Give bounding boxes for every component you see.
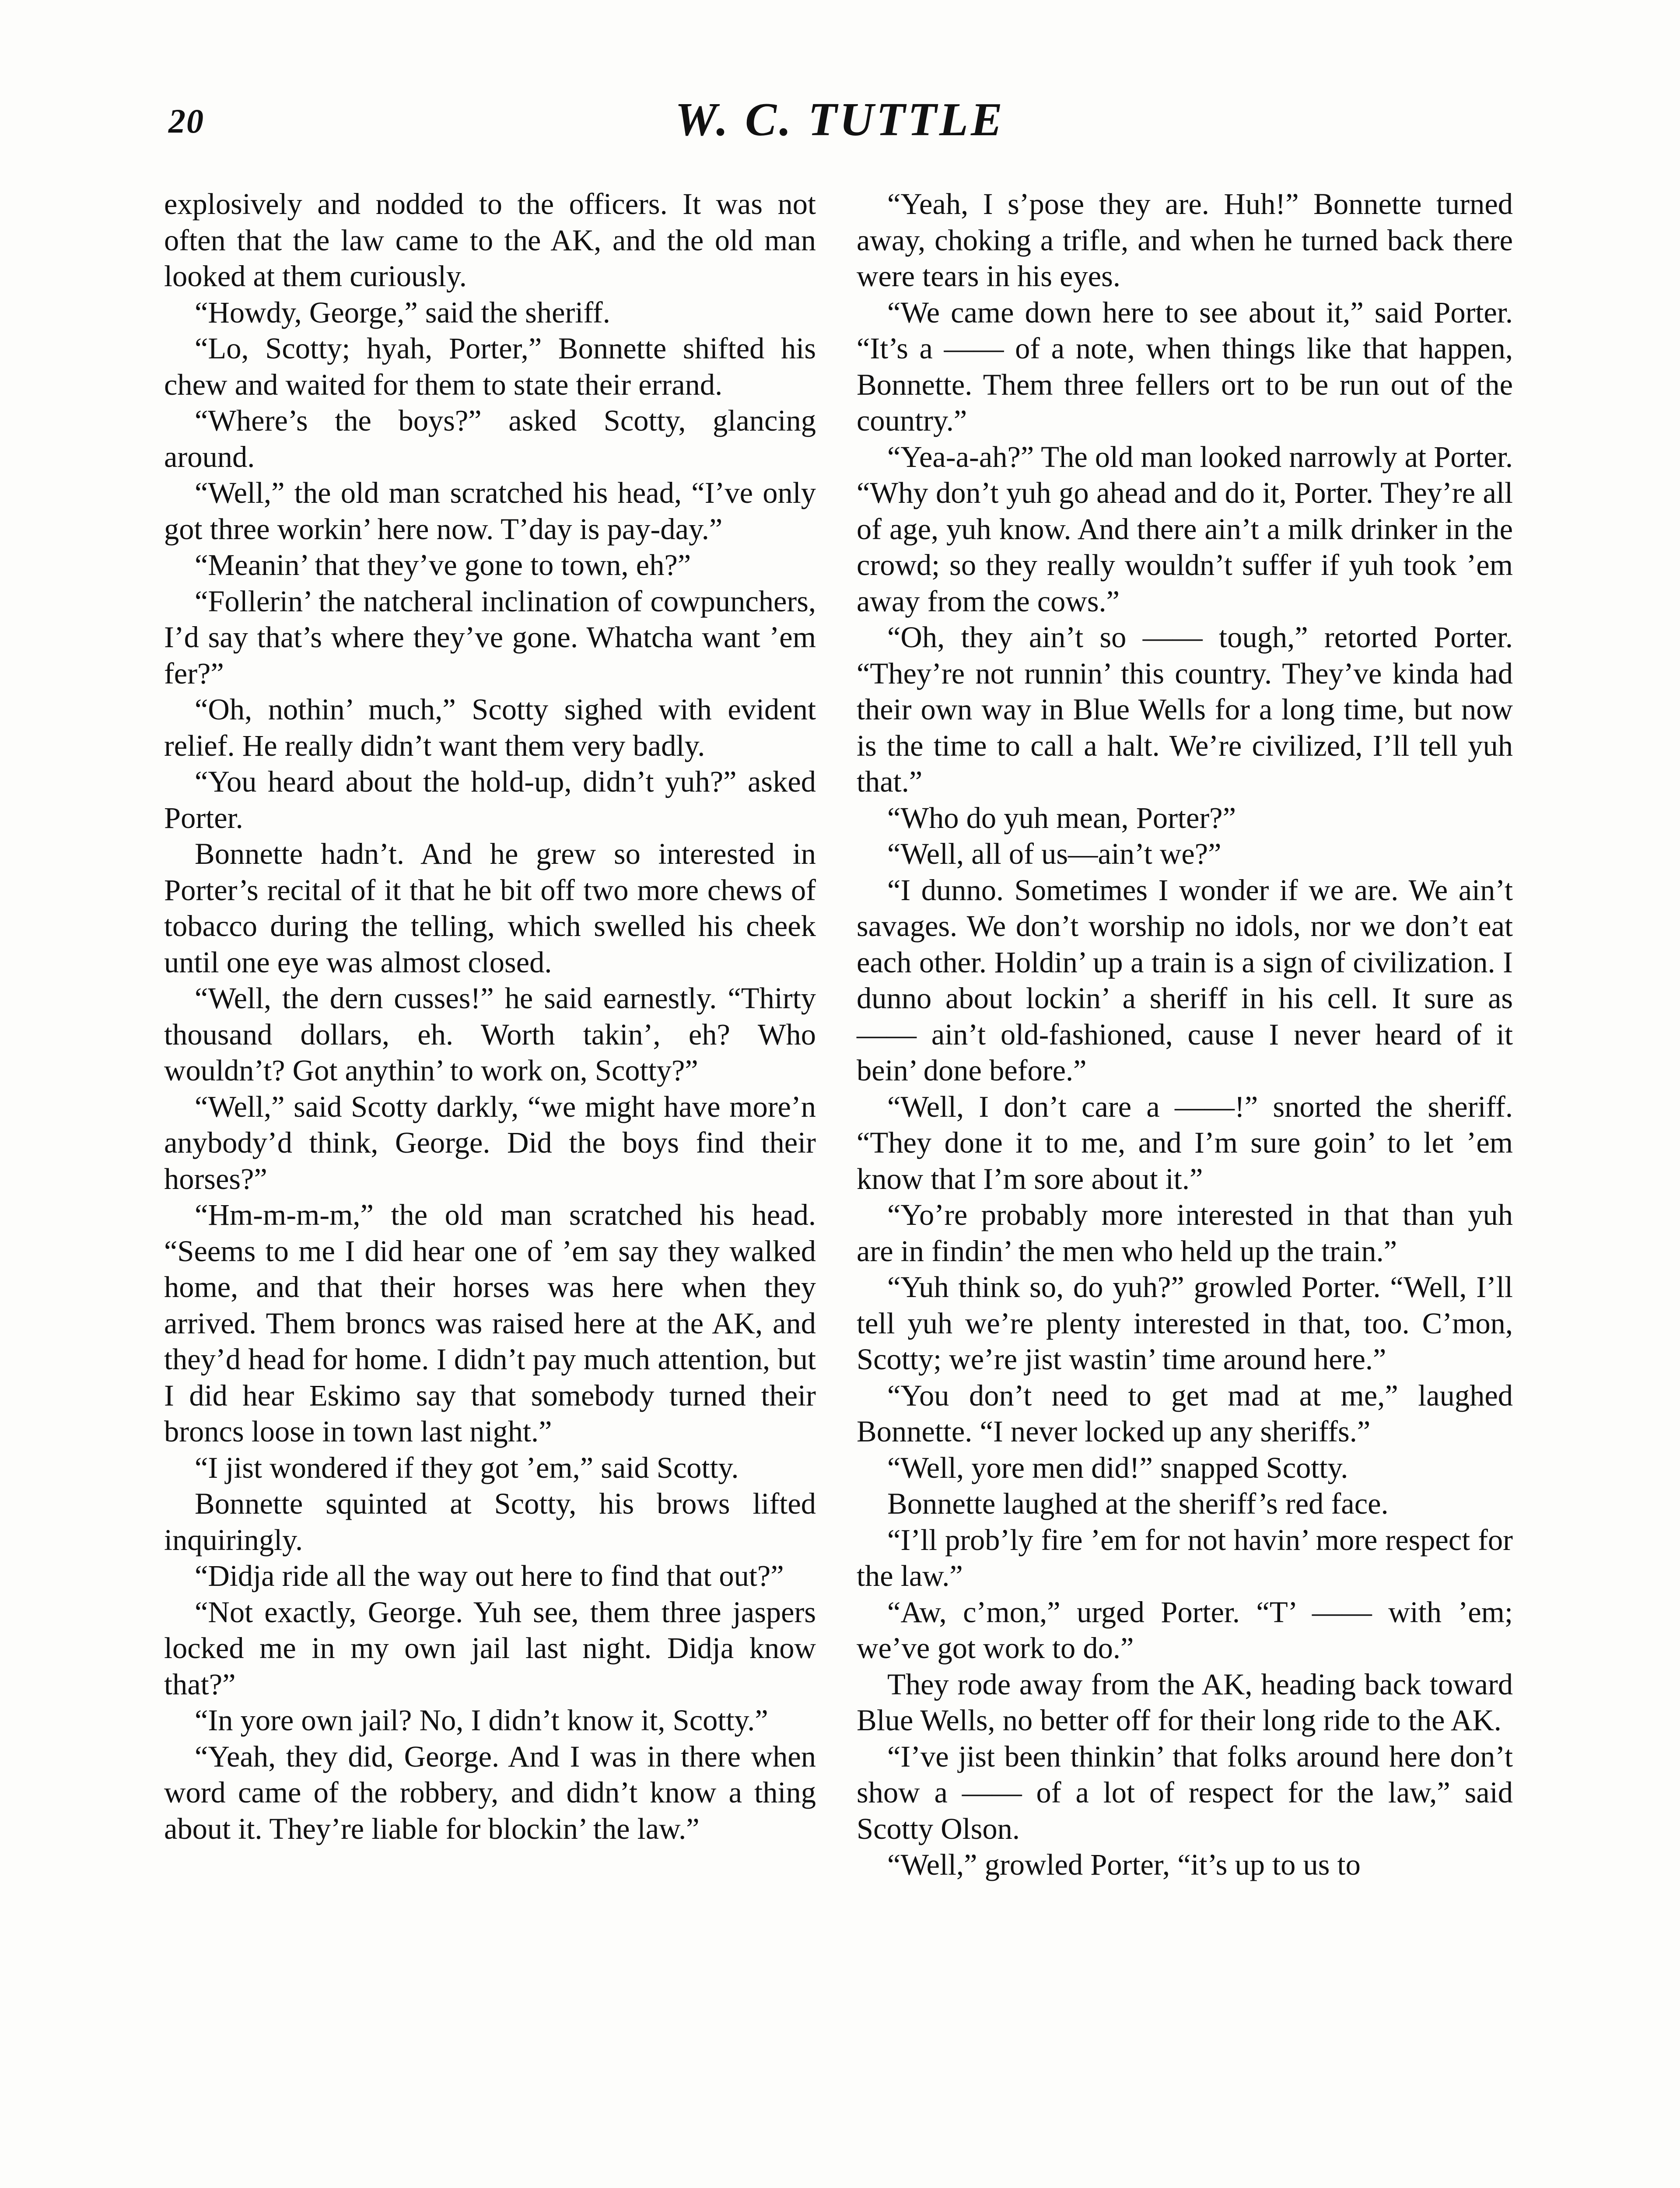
paragraph: Bonnette squinted at Scotty, his brows lifted inquiringly. <box>164 1487 816 1557</box>
paragraph: Bonnette laughed at the sheriff’s red face. <box>887 1487 1389 1520</box>
paragraph: “Well, I don’t care a ——!” snorted the sheriff. “They done it to me, and I’m sure goin’ to let ’em know that I’m sore about it.” <box>857 1090 1513 1196</box>
paragraph: “You heard about the hold-up, didn’t yuh?” asked Porter. <box>164 765 816 835</box>
right-column <box>857 186 1513 1883</box>
paragraph: “I’ll prob’ly fire ’em for not havin’ more respect for the law.” <box>857 1523 1513 1592</box>
paragraph: “Yeah, they did, George. And I was in there when word came of the robbery, and didn’t know a thing about it. They’re liable for blockin’ the law.” <box>164 1739 816 1845</box>
paragraph: “Yea-a-ah?” The old man looked narrowly at Porter. “Why don’t yuh go ahead and do it, Porter. They’re all of age, yuh know. And there ain’t a milk drinker in the crowd; so they really wouldn’t suffer if yuh took ’em away from the cows.” <box>857 440 1513 618</box>
paragraph: “Who do yuh mean, Porter?” <box>887 801 1236 835</box>
paragraph: “Howdy, George,” said the sheriff. <box>195 295 610 329</box>
paragraph: “Lo, Scotty; hyah, Porter,” Bonnette shifted his chew and waited for them to state their errand. <box>164 332 816 401</box>
paragraph: They rode away from the AK, heading back toward Blue Wells, no better off for their long ride to the AK. <box>857 1667 1513 1737</box>
paragraph: “Hm-m-m-m,” the old man scratched his head. “Seems to me I did hear one of ’em say they walked home, and that their horses was here when they arrived. Them broncs was raised here at the AK, and they’d head for home. I didn’t pay much attention, but I did hear Eskimo say that somebody turned their broncs loose in town last night.” <box>164 1198 816 1448</box>
paragraph: “Well, the dern cusses!” he said earnestly. “Thirty thousand dollars, eh. Worth takin’, eh? Who wouldn’t? Got anythin’ to work on, Scotty?” <box>164 982 816 1087</box>
paragraph: “Where’s the boys?” asked Scotty, glancing around. <box>164 404 816 473</box>
paragraph: “Oh, nothin’ much,” Scotty sighed with evident relief. He really didn’t want them very badly. <box>164 693 816 762</box>
paragraph: “Meanin’ that they’ve gone to town, eh?” <box>195 548 691 582</box>
paragraph: “Well,” the old man scratched his head, “I’ve only got three workin’ here now. T’day is pay-day.” <box>164 476 816 546</box>
paragraph: “I’ve jist been thinkin’ that folks around here don’t show a —— of a lot of respect for the law,” said Scotty Olson. <box>857 1739 1513 1845</box>
paragraph: “I jist wondered if they got ’em,” said Scotty. <box>195 1451 739 1484</box>
paragraph: “You don’t need to get mad at me,” laughed Bonnette. “I never locked up any sheriffs.” <box>857 1378 1513 1448</box>
left-column <box>164 186 816 1847</box>
paragraph: “Yuh think so, do yuh?” growled Porter. “Well, I’ll tell yuh we’re plenty interested in that, too. C’mon, Scotty; we’re jist wastin’ time around here.” <box>857 1270 1513 1376</box>
paragraph: “Well, yore men did!” snapped Scotty. <box>887 1451 1348 1484</box>
page-number: 20 <box>168 102 204 140</box>
running-head-author: W. C. TUTTLE <box>675 94 1005 146</box>
paragraph: “I dunno. Sometimes I wonder if we are. We ain’t savages. We don’t worship no idols, nor we don’t eat each other. Holdin’ up a train is a sign of civilization. I dunno about lockin’ a sheriff in his cell. It sure as —— ain’t old-fashioned, cause I never heard of it bein’ done before.” <box>857 873 1513 1087</box>
paragraph: “Well,” said Scotty darkly, “we might have more’n anybody’d think, George. Did the boys find their horses?” <box>164 1090 816 1196</box>
paragraph: “Not exactly, George. Yuh see, them three jaspers locked me in my own jail last night. Didja know that?” <box>164 1595 816 1701</box>
paragraph: “Follerin’ the natcheral inclination of cowpunchers, I’d say that’s where they’ve gone. Whatcha want ’em fer?” <box>164 584 816 690</box>
paragraph: Bonnette hadn’t. And he grew so interested in Porter’s recital of it that he bit off two more chews of tobacco during the telling, which swelled his cheek until one eye was almost closed. <box>164 837 816 979</box>
paragraph: “We came down here to see about it,” said Porter. “It’s a —— of a note, when things like that happen, Bonnette. Them three fellers ort to be run out of the country.” <box>857 295 1513 437</box>
paragraph: “Yeah, I s’pose they are. Huh!” Bonnette turned away, choking a trifle, and when he turned back there were tears in his eyes. <box>857 187 1513 293</box>
paragraph: “Well, all of us—ain’t we?” <box>887 837 1222 870</box>
paragraph: “Didja ride all the way out here to find that out?” <box>195 1559 784 1592</box>
paragraph: explosively and nodded to the officers. It was not often that the law came to the AK, and the old man looked at them curiously. <box>164 187 816 293</box>
paragraph: “Oh, they ain’t so —— tough,” retorted Porter. “They’re not runnin’ this country. They’ve kinda had their own way in Blue Wells for a long time, but now is the time to call a halt. We’re civilized, I’ll tell yuh that.” <box>857 621 1513 798</box>
paragraph: “Well,” growled Porter, “it’s up to us to <box>887 1848 1361 1881</box>
paragraph: “In yore own jail? No, I didn’t know it, Scotty.” <box>195 1704 768 1737</box>
paragraph: “Yo’re probably more interested in that than yuh are in findin’ the men who held up the train.” <box>857 1198 1513 1268</box>
paragraph: “Aw, c’mon,” urged Porter. “T’ —— with ’em; we’ve got work to do.” <box>857 1595 1513 1665</box>
